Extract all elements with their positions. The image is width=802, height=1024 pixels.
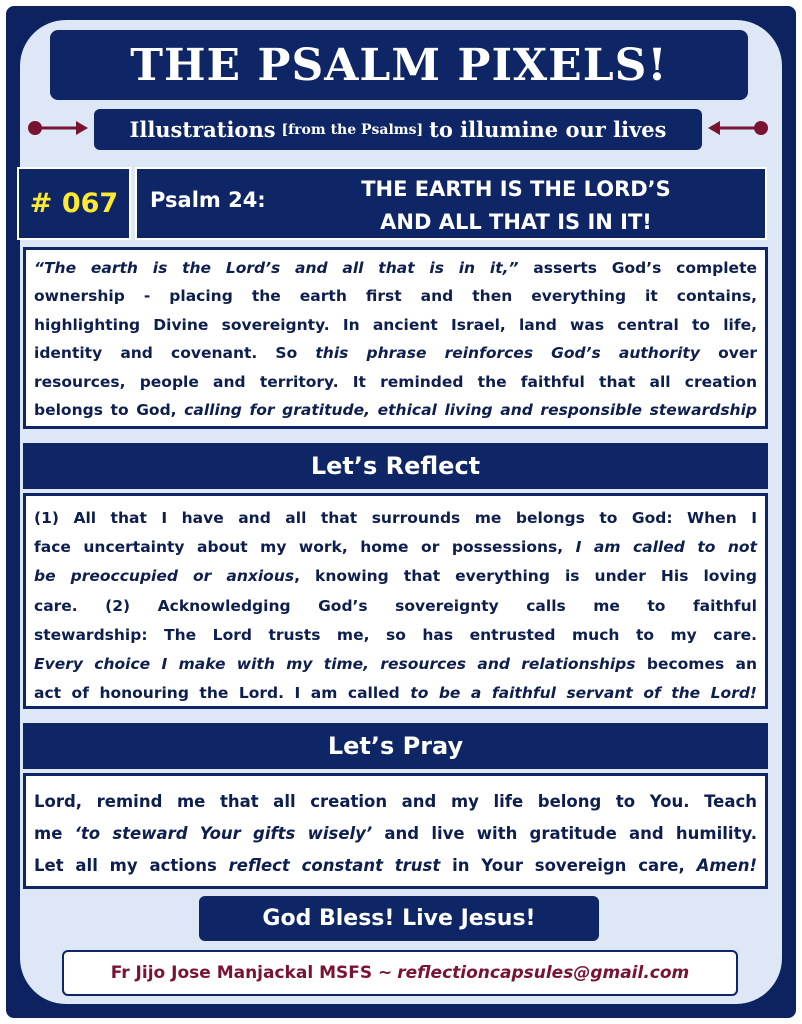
intro-text — [23, 247, 768, 429]
subtitle-text-b: [from the Psalms] — [281, 121, 424, 138]
intro-text-span: identity and covenant. So — [34, 344, 316, 363]
intro-line — [34, 254, 757, 282]
author-credit — [62, 950, 738, 996]
author-name: Fr Jijo Jose Manjackal MSFS ~ — [110, 963, 393, 983]
reflect-emphasis: to be a faithful servant of the Lord! — [410, 684, 757, 703]
subtitle-text-a: Illustrations — [129, 117, 276, 142]
reflect-heading: Let’s Reflect — [23, 443, 768, 489]
intro-line — [34, 396, 757, 424]
blessing-banner: God Bless! Live Jesus! — [199, 896, 599, 941]
subtitle-text-c: to illumine our lives — [429, 117, 667, 142]
reflect-line: care. (2) Acknowledging God’s sovereignty calls me to faithful — [34, 596, 757, 615]
reflect-line — [34, 650, 757, 679]
pray-text-span: Let all my actions — [34, 856, 229, 875]
subtitle-banner — [94, 109, 702, 150]
reflect-text — [23, 493, 768, 709]
pray-heading: Let’s Pray — [23, 723, 768, 769]
intro-emphasis: this phrase reinforces God’s authority — [315, 344, 700, 363]
arrow-right-icon — [26, 118, 90, 138]
intro-text-span: asserts God’s complete — [518, 259, 757, 277]
pray-emphasis: ‘to steward Your gifts wisely’ — [74, 824, 373, 843]
pray-line: Lord, remind me that all creation and my life belong to You. Teach — [34, 792, 757, 811]
reflect-line — [34, 679, 757, 708]
pray-emphasis: Amen! — [696, 856, 758, 875]
reflect-text-span: face uncertainty about my work, home or possessions, — [34, 538, 576, 557]
intro-line: ownership - placing the earth first and then everything it contains, — [34, 287, 757, 306]
pray-text — [23, 773, 768, 889]
reflect-text-span: , knowing that everything is under His loving — [294, 567, 757, 586]
pray-text-span: in Your sovereign care, — [440, 856, 697, 875]
intro-emphasis: calling for gratitude, ethical living and responsible stewardship — [184, 401, 757, 420]
arrow-left-icon — [706, 118, 770, 138]
intro-text-span: belongs to God, — [34, 401, 185, 420]
intro-line — [34, 339, 757, 367]
pray-text-span: and live with gratitude and humility. — [372, 824, 757, 843]
psalm-reference: Psalm 24: — [150, 188, 266, 212]
pray-text-span: me — [34, 824, 75, 843]
intro-line: highlighting Divine sovereignty. In ancient Israel, land was central to life, — [34, 315, 757, 334]
intro-quote: “The earth is the Lord’s and all that is in it,” — [34, 259, 519, 277]
intro-line: resources, people and territory. It reminded the faithful that all creation — [34, 372, 757, 391]
pray-line — [34, 818, 757, 850]
pray-emphasis: reflect constant trust — [228, 856, 441, 875]
reflect-emphasis: be preoccupied or anxious — [34, 567, 295, 586]
reflect-text-span: act of honouring the Lord. I am called — [34, 684, 411, 703]
reflect-line: stewardship: The Lord trusts me, so has entrusted much to my care. — [34, 625, 757, 644]
psalm-title-line-1: THE EARTH IS THE LORD’S — [361, 177, 671, 201]
reflect-line: (1) All that I have and all that surrounds me belongs to God: When I — [34, 509, 757, 527]
reflect-emphasis: Every choice I make with my time, resources and relationships — [34, 655, 636, 674]
psalm-number: # 067 — [17, 167, 131, 240]
author-email[interactable]: reflectioncapsules@gmail.com — [397, 963, 690, 983]
pray-line — [34, 850, 757, 882]
reflect-text-span: becomes an — [635, 655, 758, 674]
reflect-line — [34, 562, 757, 591]
page-title: THE PSALM PIXELS! — [50, 30, 748, 100]
intro-text-span: over — [699, 344, 757, 363]
psalm-title — [296, 173, 736, 239]
reflect-line — [34, 533, 757, 562]
psalm-title-line-2: AND ALL THAT IS IN IT! — [380, 210, 652, 234]
reflect-emphasis: I am called to not — [575, 538, 757, 557]
